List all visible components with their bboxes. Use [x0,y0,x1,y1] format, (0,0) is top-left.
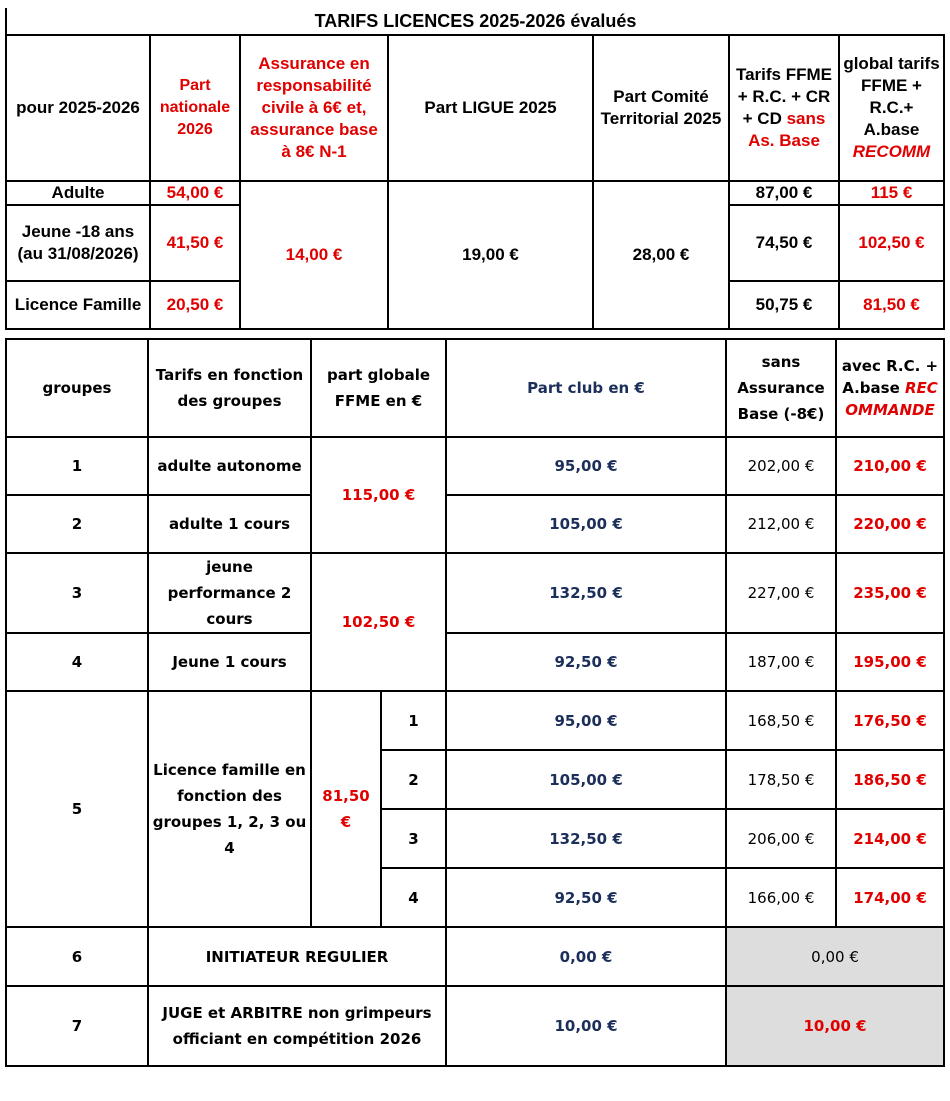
group-7-number: 7 [6,986,148,1066]
group-5-sub-1-club: 95,00 € [446,691,726,750]
header-global-tarifs [839,35,944,181]
group-7-total: 10,00 € [726,986,944,1066]
group-5-sub-1-avec: 176,50 € [836,691,944,750]
row-adulte-label: Adulte [6,181,150,205]
group-2-sans: 212,00 € [726,495,836,553]
group-5-sub-4-club: 92,50 € [446,868,726,927]
assurance-value: 14,00 € [240,181,388,329]
page-title: TARIFS LICENCES 2025-2026 évalués [6,8,944,35]
group-4-avec: 195,00 € [836,633,944,691]
group-5-sub-1-number: 1 [381,691,446,750]
header-part-globale: part globale FFME en € [311,339,446,437]
ffme-jeune-value: 102,50 € [311,553,446,691]
group-5-sub-2-number: 2 [381,750,446,809]
group-pricing-table [5,338,945,1067]
header-part-ligue: Part LIGUE 2025 [388,35,593,181]
header-tarifs-ffme [729,35,839,181]
row-adulte-total-sans: 87,00 € [729,181,839,205]
header-tarifs-ffme-label: Tarifs FFME + R.C. + CR + CD [735,65,833,128]
group-5-sub-2-avec: 186,50 € [836,750,944,809]
group-1-number: 1 [6,437,148,495]
header-part-comite: Part Comité Territorial 2025 [593,35,729,181]
header-sans-as-base: sans As. Base [748,109,826,150]
row-famille-label: Licence Famille [6,281,150,329]
licence-tariffs-table [5,8,945,330]
comite-value: 28,00 € [593,181,729,329]
group-5-sub-3-sans: 206,00 € [726,809,836,868]
group-5-sub-1-sans: 168,50 € [726,691,836,750]
header-global-tarifs-label: global tarifs FFME + R.C.+ A.base [843,54,940,139]
ffme-adulte-value: 115,00 € [311,437,446,553]
group-1-sans: 202,00 € [726,437,836,495]
group-2-label: adulte 1 cours [148,495,311,553]
header-recommande: RECOMMANDE [845,379,938,419]
group-1-avec: 210,00 € [836,437,944,495]
header-recomm: RECOMM [852,142,931,161]
group-3-avec: 235,00 € [836,553,944,633]
ligue-value: 19,00 € [388,181,593,329]
header-part-club: Part club en € [446,339,726,437]
group-4-sans: 187,00 € [726,633,836,691]
row-jeune-label: Jeune -18 ans (au 31/08/2026) [6,205,150,281]
header-part-nationale: Part nationale 2026 [150,35,240,181]
group-6-total: 0,00 € [726,927,944,986]
group-5-sub-3-avec: 214,00 € [836,809,944,868]
group-5-sub-3-club: 132,50 € [446,809,726,868]
group-5-sub-4-avec: 174,00 € [836,868,944,927]
group-4-number: 4 [6,633,148,691]
group-5-sub-2-club: 105,00 € [446,750,726,809]
group-5-sub-4-sans: 166,00 € [726,868,836,927]
row-famille-national: 20,50 € [150,281,240,329]
group-3-number: 3 [6,553,148,633]
row-jeune-total-global: 102,50 € [839,205,944,281]
row-jeune-national: 41,50 € [150,205,240,281]
group-3-club: 132,50 € [446,553,726,633]
row-adulte-total-global: 115 € [839,181,944,205]
group-1-label: adulte autonome [148,437,311,495]
group-7-label: JUGE et ARBITRE non grimpeurs officiant en compétition 2026 [148,986,446,1066]
group-2-avec: 220,00 € [836,495,944,553]
header-avec-rc [836,339,944,437]
header-groupes: groupes [6,339,148,437]
group-4-label: Jeune 1 cours [148,633,311,691]
group-5-label: Licence famille en fonction des groupes 1, 2, 3 ou 4 [148,691,311,927]
group-5-sub-2-sans: 178,50 € [726,750,836,809]
row-adulte-national: 54,00 € [150,181,240,205]
header-tarifs-groupes: Tarifs en fonction des groupes [148,339,311,437]
group-5-number: 5 [6,691,148,927]
group-3-sans: 227,00 € [726,553,836,633]
group-3-label: jeune performance 2 cours [148,553,311,633]
row-famille-total-global: 81,50 € [839,281,944,329]
ffme-famille-value: 81,50 € [311,691,381,927]
group-1-club: 95,00 € [446,437,726,495]
row-jeune-total-sans: 74,50 € [729,205,839,281]
group-7-club: 10,00 € [446,986,726,1066]
group-6-label: INITIATEUR REGULIER [148,927,446,986]
group-5-sub-3-number: 3 [381,809,446,868]
header-sans-assurance: sans Assurance Base (-8€) [726,339,836,437]
group-5-sub-4-number: 4 [381,868,446,927]
header-assurance: Assurance en responsabilité civile à 6€ et, assurance base à 8€ N-1 [240,35,388,181]
group-6-number: 6 [6,927,148,986]
group-6-club: 0,00 € [446,927,726,986]
group-2-club: 105,00 € [446,495,726,553]
group-4-club: 92,50 € [446,633,726,691]
header-period: pour 2025-2026 [6,35,150,181]
row-famille-total-sans: 50,75 € [729,281,839,329]
group-2-number: 2 [6,495,148,553]
header-avec-rc-label: avec R.C. + A.base [841,357,939,397]
